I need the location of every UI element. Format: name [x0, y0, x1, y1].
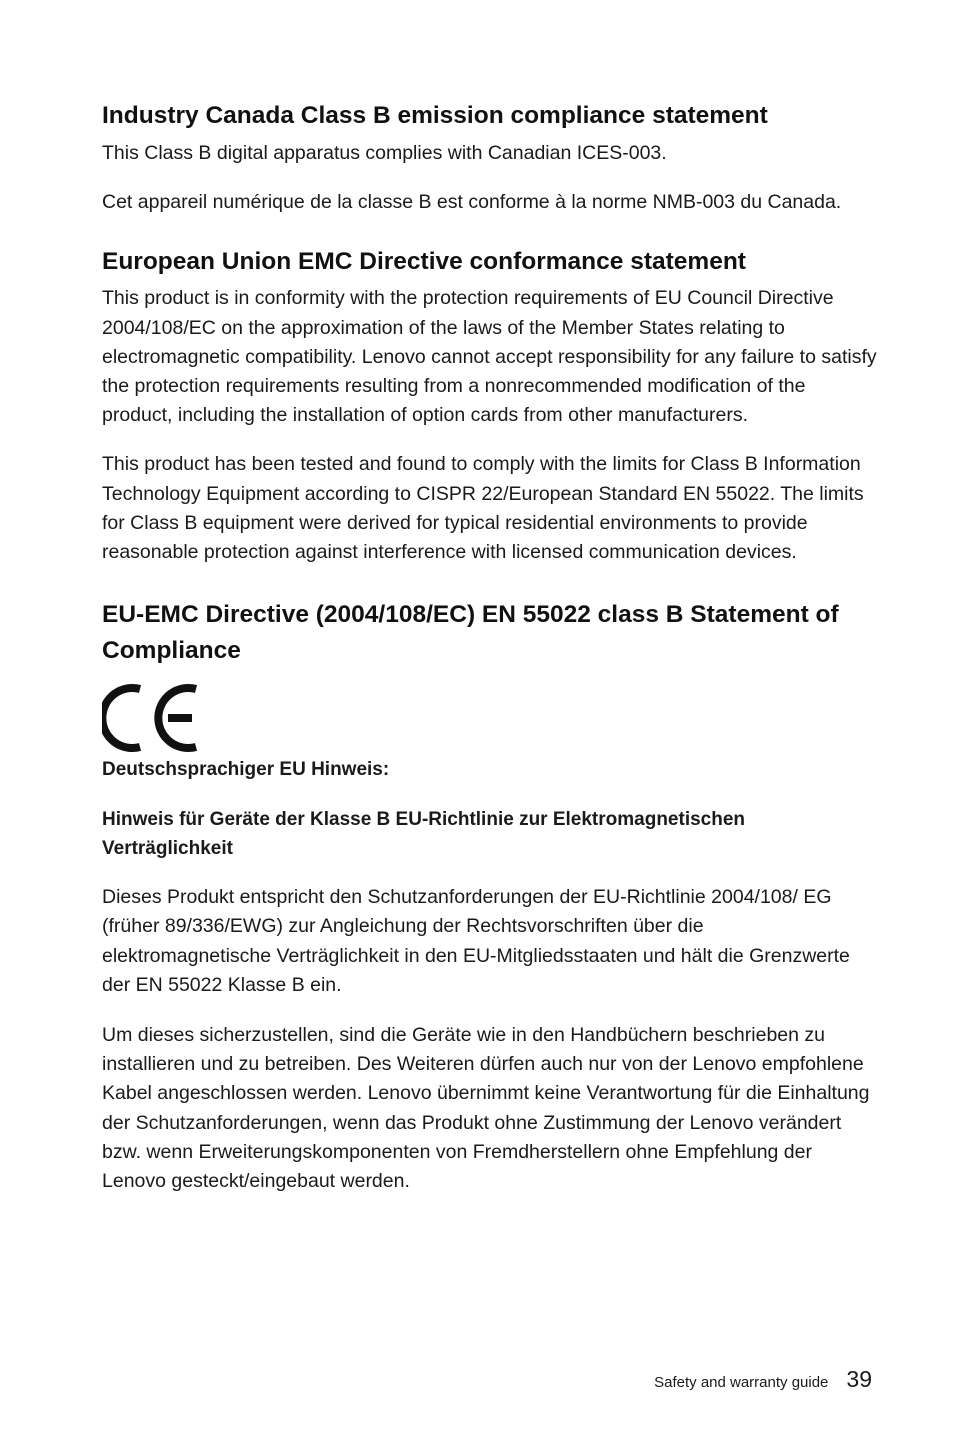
ce-mark-icon: [102, 683, 202, 753]
german-paragraph-2: Um dieses sicherzustellen, sind die Geräte wie in den Handbüchern beschrieben zu installieren und zu betreiben. Des Weiteren dürfen auch nur von der Lenovo empfohlene Kabel angeschlossen werden. Lenovo übernimmt keine Verantwortung für die Einhaltung der Schutzanforderungen, wenn das Produkt ohne Zustimmung der Lenovo verändert bzw. wenn Erweiterungskomponenten von Fremdherstellern ohne Empfehlung der Lenovo gesteckt/eingebaut werden.: [102, 1024, 870, 1193]
german-class-b-heading: Hinweis für Geräte der Klasse B EU-Richtlinie zur Elektromagnetischen Verträglichkeit: [102, 809, 746, 860]
ce-logo: [102, 683, 877, 755]
eu-paragraph-1: This product is in conformity with the protection requirements of EU Council Directive 2004/108/EC on the approximation of the laws of the Member States relating to electromagnetic compatibility. Lenovo cannot accept responsibility for any failure to satisfy the protection requirements resulting from a nonrecommended modification of the product, including the installation of option cards from other manufacturers.: [102, 287, 877, 427]
section-heading-eu: European Union EMC Directive conformance statement: [102, 248, 746, 276]
footer-guide-title: Safety and warranty guide: [654, 1374, 829, 1391]
section-heading-canada: Industry Canada Class B emission compliance statement: [102, 102, 768, 129]
german-notice-heading: Deutschsprachiger EU Hinweis:: [102, 759, 390, 781]
canada-paragraph-2: Cet appareil numérique de la classe B est conforme à la norme NMB-003 du Canada.: [102, 191, 842, 214]
document-page: [102, 98, 877, 1196]
german-paragraph-1: Dieses Produkt entspricht den Schutzanforderungen der EU-Richtlinie 2004/108/ EG (früher 89/336/EWG) zur Angleichung der Rechtsvorschriften über die elektromagnetische Verträglichkeit in den EU-Mitgliedsstaaten und hält die Grenzwerte der EN 55022 Klasse B ein.: [102, 886, 850, 996]
section-heading-eu-emc: EU-EMC Directive (2004/108/EC) EN 55022 class B Statement of Compliance: [102, 601, 839, 665]
canada-paragraph-1: This Class B digital apparatus complies with Canadian ICES-003.: [102, 142, 667, 164]
page-number: 39: [846, 1366, 872, 1392]
eu-paragraph-2: This product has been tested and found to comply with the limits for Class B Information Technology Equipment according to CISPR 22/European Standard EN 55022. The limits for Class B equipment were derived for typical residential environments to provide reasonable protection against interference with licensed communication devices.: [102, 453, 864, 564]
page-footer: [654, 1366, 872, 1393]
